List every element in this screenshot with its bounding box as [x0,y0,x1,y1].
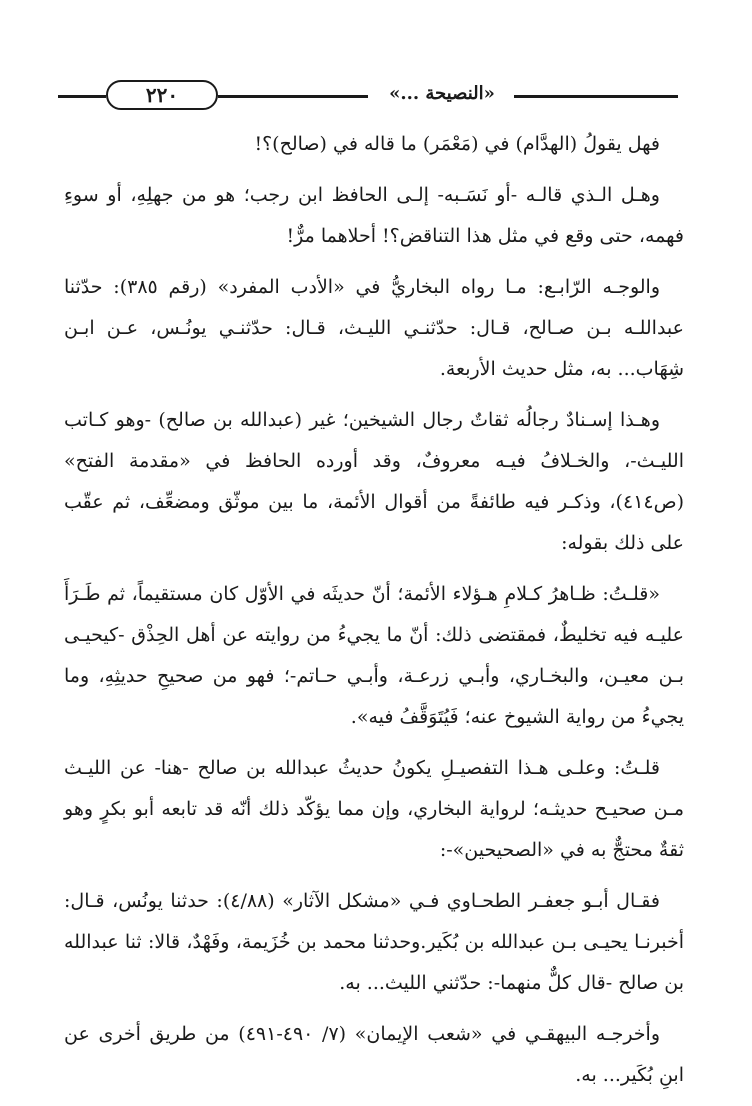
paragraph-6: قلـتُ: وعلـى هـذا التفصيـلِ يكونُ حديثُ عبدالله بن صالح -هنا- عن الليـث مـن صحيـح حديثـه؛ لرواية البخاري، وإن مما يؤكّد ذلك أنّه قد تابعه أبو بكرٍ وهو ثقةٌ محتجٌّ به في «الصحيحين»-: [64,757,684,861]
paragraph-1: فهل يقولُ (الهدَّام) في (مَعْمَر) ما قاله في (صالح)؟! [254,133,660,155]
paragraph-2: وهـل الـذي قالـه -أو نَسَـبه- إلـى الحافظ ابن رجب؛ هو من جهلِهِ، أو سوءِ فهمه، حتى وقع في مثل هذا التناقض؟! أحلاهما مرٌّ! [64,184,684,247]
header-rule-left [58,95,106,98]
header-rule-right [514,95,678,98]
paragraph-3: والوجـه الرّابـع: مـا رواه البخاريُّ في «الأدب المفرد» (رقم ٣٨٥): حدّثنا عبداللـه بـن صـالح، قـال: حدّثنـي الليـث، قـال: حدّثنـي يونُـس، عـن ابـن شِهَاب... به، مثل حديث الأربعة. [64,276,684,380]
paragraph-8: وأخرجـه البيهقـي في «شعب الإيمان» (٧/ ٤٩٠-٤٩١) من طريق أخرى عن ابنِ بُكَير... به. [64,1023,684,1086]
running-title: «النصيحة ...» [389,83,495,104]
paragraph-5-quote: «قلـتُ: ظـاهرُ كـلامِ هـؤلاء الأئمة؛ أنّ حديثَه في الأوّل كان مستقيماً، ثم طَـرَأَ عليـه فيه تخليطٌ، فمقتضى ذلك: أنّ ما يجيءُ من روايته عن أهل الحِذْق -كيحيـى بـن معيـن، والبخـاري، وأبـي زرعـة، وأبـي حـاتم-؛ فهو من صحيحِ حديثِهِ، وما يجيءُ من رواية الشيوخ عنه؛ فَيُتَوَقَّفُ فيه». [64,583,684,728]
page-body [64,124,684,1106]
paragraph-7: فقـال أبـو جعفـر الطحـاوي فـي «مشكل الآثار» (٤/٨٨): حدثنا يونُس، قـال: أخبرنـا يحيـى بـن عبدالله بن بُكَير.وحدثنا محمد بن خُزَيمة، وفَهْدٌ، قالا: ثنا عبدالله بن صالح -قال كلٌّ منهما-: حدّثني الليث... به. [64,890,684,994]
page-number: ٢٢٠ [106,80,218,110]
page-header [58,74,678,114]
paragraph-4: وهـذا إسـنادٌ رجالُه ثقاتٌ رجال الشيخين؛ غير (عبدالله بن صالح) -وهو كـاتب الليـث-، والخـلافُ فيـه معروفٌ، وقد أورده الحافظ في «مقدمة الفتح» (ص٤١٤)، وذكـر فيه طائفةً من أقوال الأئمة، ما بين موثّق ومضعِّف، ثم عقّب على ذلك بقوله: [64,409,684,554]
header-rule-middle [218,95,368,98]
